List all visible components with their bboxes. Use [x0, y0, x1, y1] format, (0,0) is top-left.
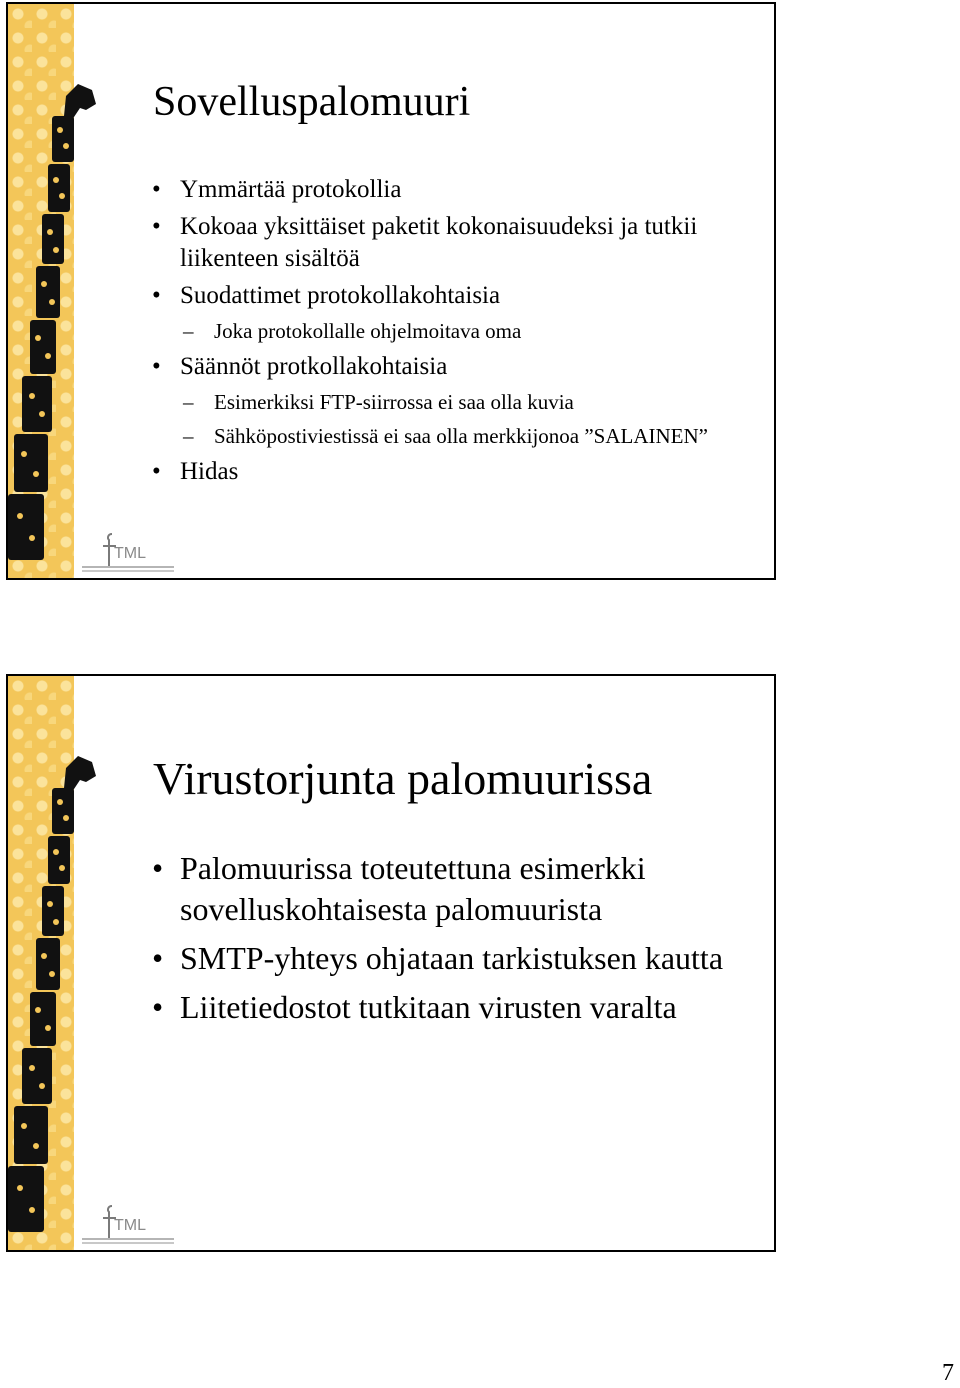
bullet-item: • Hidas [150, 456, 754, 488]
slide-2 [6, 674, 776, 1252]
bullet-item: • Suodattimet protokollakohtaisia [150, 280, 754, 312]
bullet-item: • Palomuurissa toteutettuna esimerkki sovelluskohtaisesta palomuurista [150, 848, 754, 930]
bullet-item: • Ymmärtää protokollia [150, 174, 754, 206]
slide-title: Sovelluspalomuuri [153, 79, 471, 125]
bullet-list [150, 174, 754, 493]
giraffe-icon [8, 676, 104, 1236]
tml-logo [78, 1200, 176, 1248]
bullet-item: • Liitetiedostot tutkitaan virusten varalta [150, 987, 754, 1028]
bullet-list [150, 848, 754, 1036]
giraffe-icon [8, 4, 104, 564]
logo-text: TML [114, 1217, 146, 1234]
bullet-item: • Säännöt protkollakohtaisia [150, 351, 754, 383]
tml-logo [78, 528, 176, 576]
logo-text: TML [114, 545, 146, 562]
bullet-item: • Kokoaa yksittäiset paketit kokonaisuudeksi ja tutkii liikenteen sisältöä [150, 211, 754, 275]
slide-title: Virustorjunta palomuurissa [153, 753, 653, 804]
sub-bullet-item: – Joka protokollalle ohjelmoitava oma [150, 317, 754, 345]
slide-1 [6, 2, 776, 580]
sub-bullet-item: – Esimerkiksi FTP-siirrossa ei saa olla kuvia [150, 388, 754, 416]
page-number: 7 [942, 1360, 954, 1386]
bullet-item: • SMTP-yhteys ohjataan tarkistuksen kautta [150, 938, 754, 979]
sub-bullet-item: – Sähköpostiviestissä ei saa olla merkkijonoa ”SALAINEN” [150, 422, 754, 450]
